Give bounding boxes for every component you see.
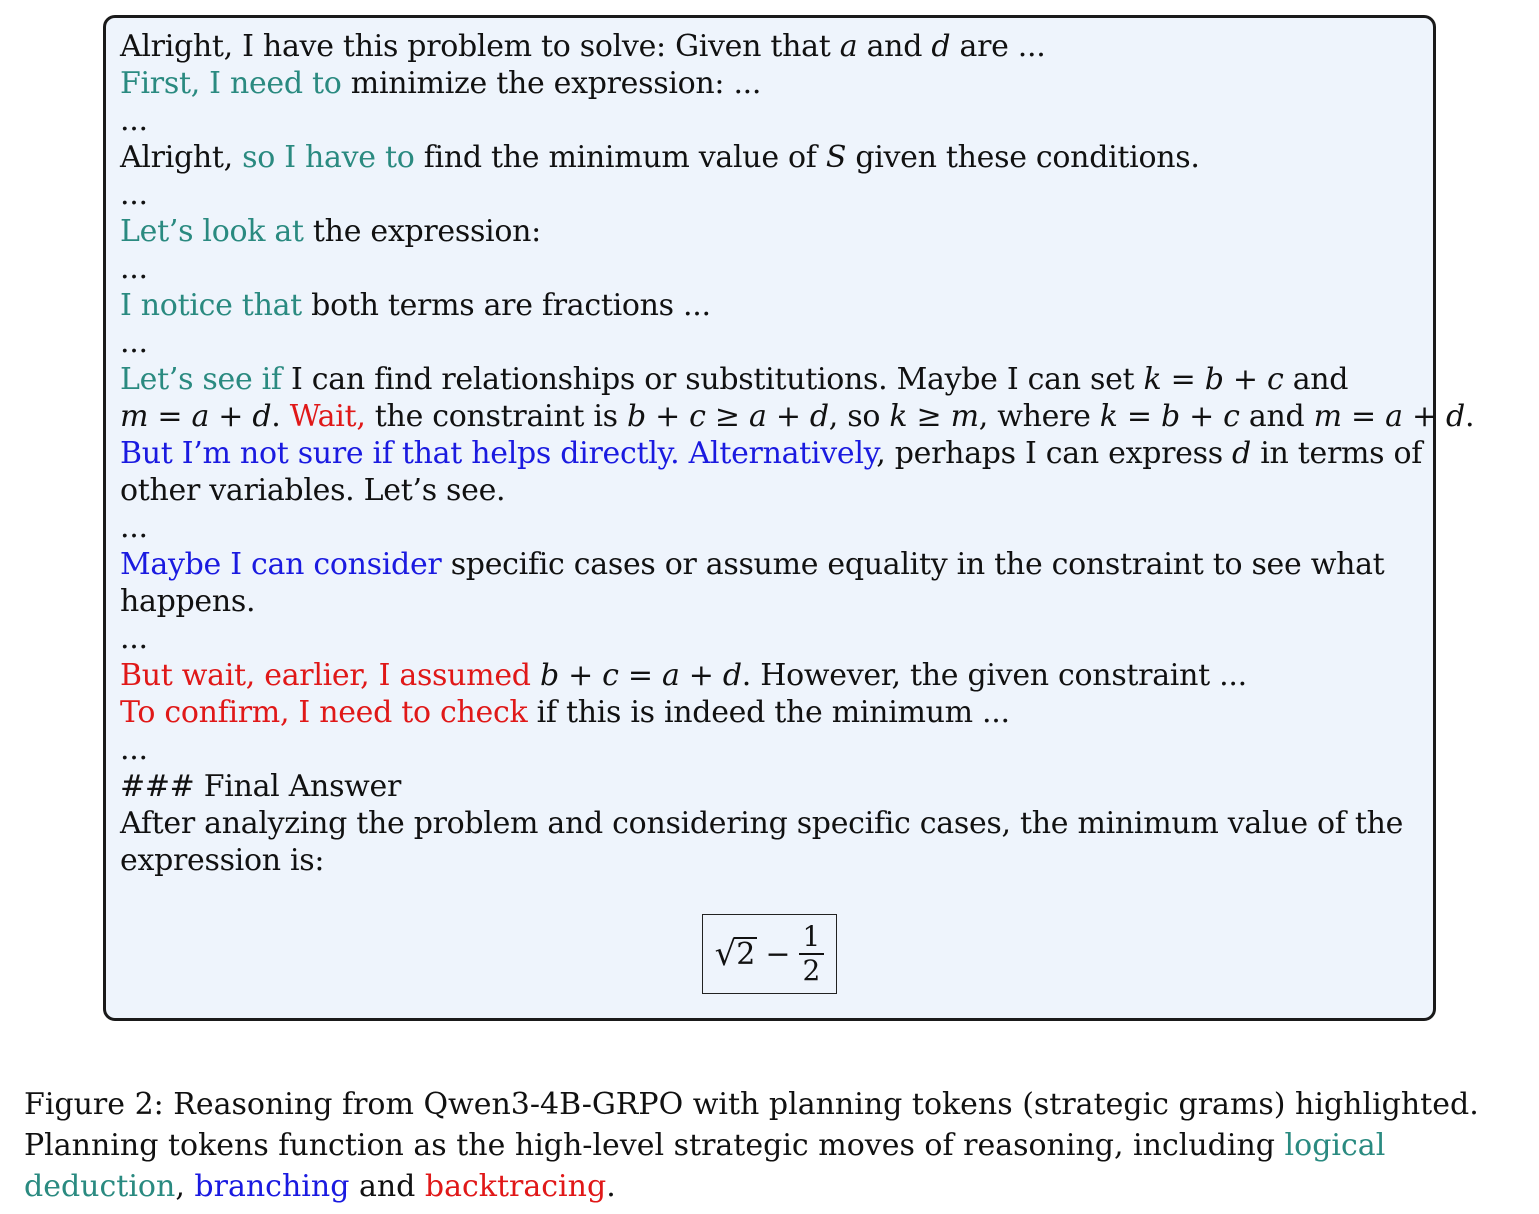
planning-token-logical: so I have to — [242, 140, 415, 175]
line-10: Maybe I can consider specific cases or assume equality in the constraint to see what — [120, 547, 1385, 582]
line-5: I notice that both terms are fractions ... — [120, 288, 711, 323]
caption-backtracing: backtracing — [424, 1169, 607, 1204]
ellipsis: ... — [120, 510, 148, 545]
planning-token-logical: Let’s see if — [120, 362, 282, 397]
line-8: But I’m not sure if that helps directly. Alternatively, perhaps I can express d in terms of — [120, 436, 1423, 471]
planning-token-branching: Maybe I can consider — [120, 547, 442, 582]
sqrt-expression: √ 2 — [714, 934, 756, 974]
line-15: After analyzing the problem and considering specific cases, the minimum value of the — [120, 806, 1404, 841]
line-6: Let’s see if I can find relationships or substitutions. Maybe I can set k = b + c and — [120, 362, 1349, 397]
line-4: Let’s look at the expression: — [120, 214, 541, 249]
answer-wrap — [106, 914, 1433, 994]
line-1: Alright, I have this problem to solve: Given that a and d are ... — [120, 29, 1046, 64]
planning-token-logical: I notice that — [120, 288, 302, 323]
planning-token-backtracing: Wait, — [289, 399, 366, 434]
sqrt-symbol: √ — [714, 934, 737, 974]
line-13: To confirm, I need to check if this is indeed the minimum ... — [120, 695, 1010, 730]
reasoning-box — [103, 15, 1475, 1021]
line-11: happens. — [120, 584, 256, 619]
line-16: expression is: — [120, 843, 325, 878]
caption-logical-deduction: logical deduction — [24, 1128, 1386, 1204]
boxed-answer — [702, 914, 838, 994]
planning-token-logical: First, I need to — [120, 66, 342, 101]
caption-branching: branching — [194, 1169, 350, 1204]
fraction: $\frac{1}{2}$ — [799, 921, 825, 987]
planning-token-backtracing: To confirm, I need to check — [120, 695, 528, 730]
line-7: m = a + d. Wait, the constraint is b + c ≥ a + d, so k ≥ m, where k = b + c and m = a + d. — [120, 399, 1475, 434]
line-3: Alright, so I have to find the minimum value of S given these conditions. — [120, 140, 1200, 175]
minus-sign: − — [765, 936, 791, 972]
ellipsis: ... — [120, 325, 148, 360]
ellipsis: ... — [120, 621, 148, 656]
ellipsis: ... — [120, 177, 148, 212]
planning-token-branching: Alternatively — [688, 436, 877, 471]
line-9: other variables. Let’s see. — [120, 473, 506, 508]
planning-token-logical: Let’s look at — [120, 214, 304, 249]
planning-token-branching: But I’m not sure if that helps directly. — [120, 436, 680, 471]
final-answer-heading: ### Final Answer — [120, 769, 402, 804]
ellipsis: ... — [120, 732, 148, 767]
figure-caption: Figure 2: Reasoning from Qwen3-4B-GRPO with planning tokens (strategic grams) highlighted. Planning tokens function as the high-level strategic moves of reasoning, including logical deduction, branching and backtracing. — [24, 1087, 1479, 1204]
ellipsis: ... — [120, 251, 148, 286]
planning-token-backtracing: But wait, earlier, I assumed — [120, 658, 531, 693]
line-12: But wait, earlier, I assumed b + c = a + d. However, the given constraint ... — [120, 658, 1247, 693]
ellipsis: ... — [120, 103, 148, 138]
line-2: First, I need to minimize the expression: ... — [120, 66, 762, 101]
